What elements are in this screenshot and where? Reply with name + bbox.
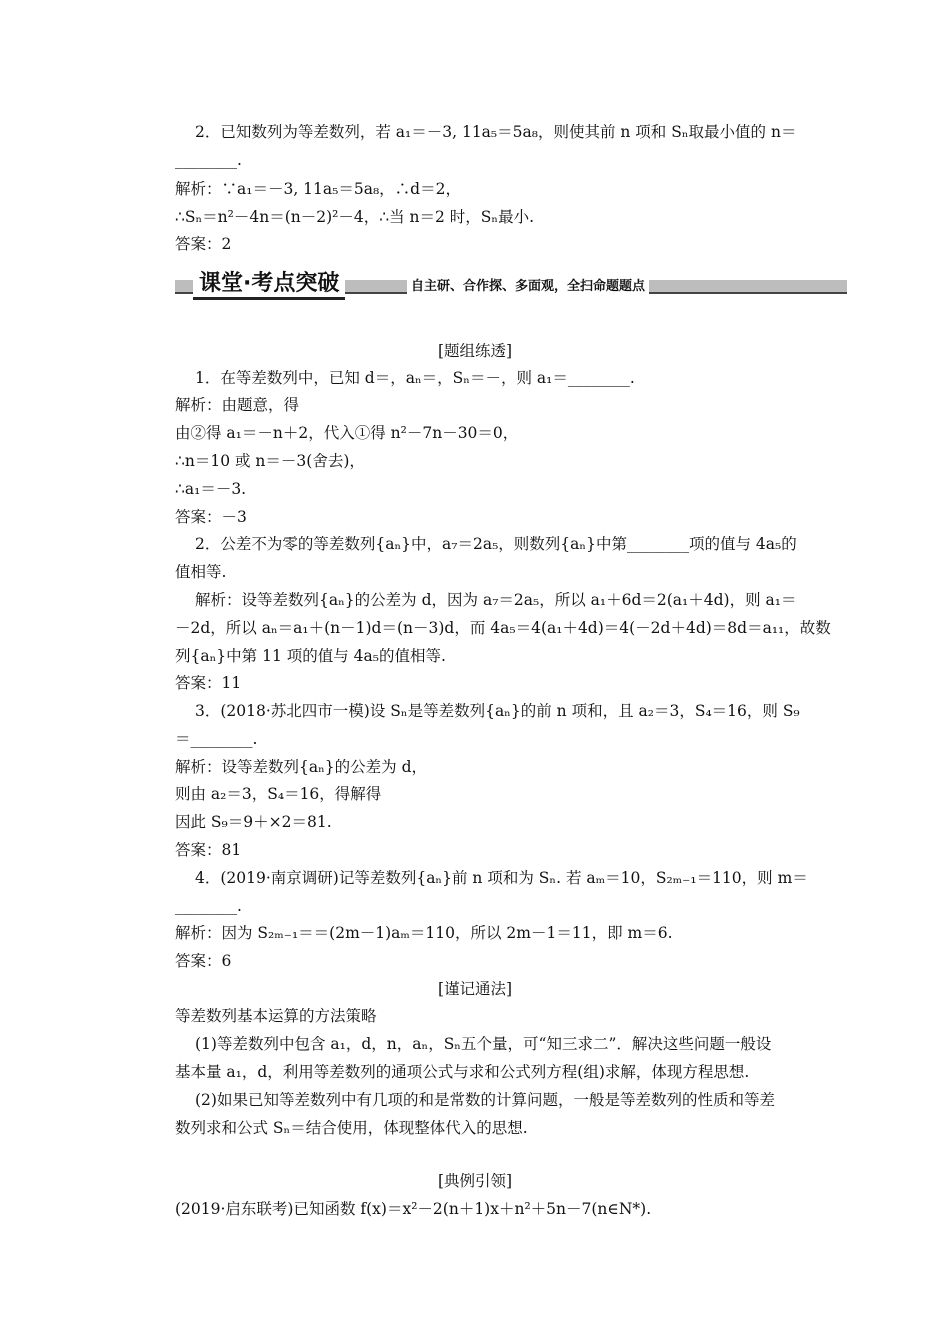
method-heading: 等差数列基本运算的方法策略 bbox=[175, 1007, 377, 1025]
method-point-2-cont: 数列求和公式 Sₙ＝结合使用，体现整体代入的思想. bbox=[175, 1119, 528, 1137]
answer-text: 答案：－3 bbox=[175, 508, 247, 526]
solution-text: ∴a₁＝－3. bbox=[175, 480, 247, 498]
exercise-2-question: 2．已知数列为等差数列，若 a₁＝－3, 11a₅＝5a₈，则使其前 n 项和 Sₙ取最小值的 n＝ bbox=[195, 123, 797, 141]
subsection-heading: [题组练透] bbox=[437, 342, 513, 360]
answer-blank: ________. bbox=[175, 151, 242, 169]
problem-2-question: 2．公差不为零的等差数列{aₙ}中，a₇＝2a₅，则数列{aₙ}中第________项的值与 4a₅的 bbox=[195, 535, 797, 553]
solution-text: 解析：设等差数列{aₙ}的公差为 d，因为 a₇＝2a₅，所以 a₁＋6d＝2(a₁＋4d)，则 a₁＝ bbox=[195, 591, 797, 609]
solution-text: 列{aₙ}中第 11 项的值与 4a₅的值相等. bbox=[175, 647, 446, 665]
solution-text: 解析：由题意，得 bbox=[175, 396, 300, 414]
problem-3-question: 3．(2018·苏北四市一模)设 Sₙ是等差数列{aₙ}的前 n 项和，且 a₂＝3，S₄＝16，则 S₉ bbox=[195, 702, 800, 720]
problem-1-question: 1．在等差数列中，已知 d＝，aₙ＝，Sₙ＝－，则 a₁＝________. bbox=[195, 369, 635, 387]
answer-text: 答案：6 bbox=[175, 952, 232, 970]
subsection-heading: [典例引领] bbox=[437, 1172, 513, 1190]
solution-text: 由②得 a₁＝－n＋2，代入①得 n²－7n－30＝0， bbox=[175, 424, 519, 442]
problem-4-question-cont: ________. bbox=[175, 897, 242, 915]
method-point-1: (1)等差数列中包含 a₁，d，n，aₙ，Sₙ五个量，可“知三求二”．解决这些问题一般设 bbox=[195, 1035, 772, 1053]
subsection-heading: [谨记通法] bbox=[437, 980, 513, 998]
solution-text: －2d，所以 aₙ＝a₁＋(n－1)d＝(n－3)d，而 4a₅＝4(a₁＋4d)＝4(－2d＋4d)＝8d＝a₁₁，故数 bbox=[175, 619, 831, 637]
section-title: 课堂·考点突破 bbox=[193, 266, 345, 300]
solution-text: 解析：设等差数列{aₙ}的公差为 d， bbox=[175, 758, 428, 776]
solution-text: ∴n＝10 或 n＝－3(舍去)， bbox=[175, 452, 365, 470]
solution-text: 解析：因为 S₂ₘ₋₁＝＝(2m－1)aₘ＝110，所以 2m－1＝11，即 m＝6. bbox=[175, 924, 673, 942]
section-banner bbox=[175, 272, 847, 298]
problem-4-question: 4．(2019·南京调研)记等差数列{aₙ}前 n 项和为 Sₙ. 若 aₘ＝10，S₂ₘ₋₁＝110，则 m＝ bbox=[195, 869, 808, 887]
method-point-2: (2)如果已知等差数列中有几项的和是常数的计算问题，一般是等差数列的性质和等差 bbox=[195, 1091, 775, 1109]
section-hint: 自主研、合作探、多面观，全扫命题题点 bbox=[407, 275, 649, 294]
answer-text: 答案：2 bbox=[175, 235, 232, 253]
solution-text: ∴Sₙ＝n²－4n＝(n－2)²－4，∴当 n＝2 时，Sₙ最小. bbox=[175, 208, 535, 226]
problem-3-question-cont: ＝________. bbox=[175, 730, 258, 748]
example-question: (2019·启东联考)已知函数 f(x)＝x²－2(n＋1)x＋n²＋5n－7(n∈N*). bbox=[175, 1200, 652, 1218]
answer-text: 答案：11 bbox=[175, 674, 242, 692]
solution-text: 因此 S₉＝9＋×2＝81. bbox=[175, 813, 332, 831]
problem-2-question-cont: 值相等. bbox=[175, 563, 227, 581]
answer-text: 答案：81 bbox=[175, 841, 242, 859]
method-point-1-cont: 基本量 a₁，d，利用等差数列的通项公式与求和公式列方程(组)求解，体现方程思想. bbox=[175, 1063, 750, 1081]
solution-text: 则由 a₂＝3，S₄＝16，得解得 bbox=[175, 785, 382, 803]
solution-text: 解析：∵a₁＝－3, 11a₅＝5a₈，∴d＝2， bbox=[175, 180, 461, 198]
